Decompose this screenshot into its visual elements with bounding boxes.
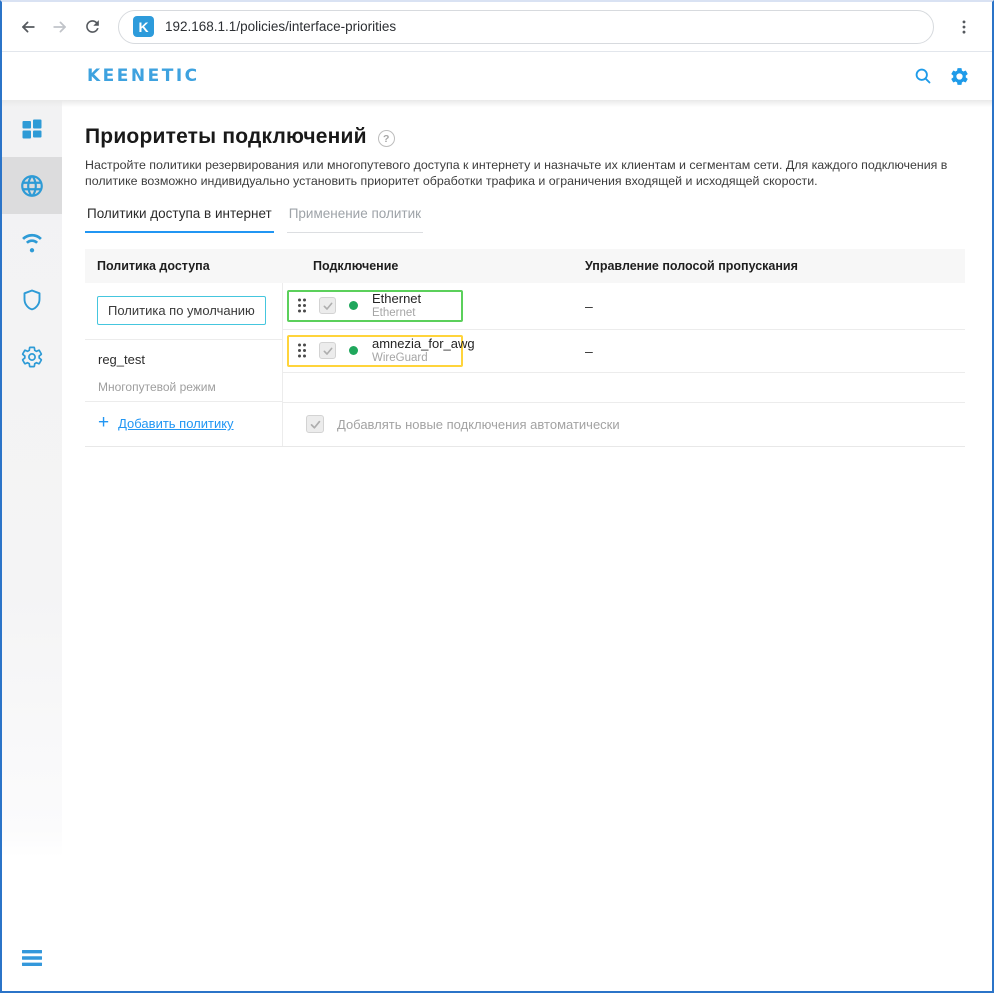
settings-button[interactable] bbox=[948, 65, 970, 87]
connection-name: amnezia_for_awg bbox=[372, 336, 475, 351]
sidebar-spacer bbox=[2, 385, 62, 929]
column-header-connection: Подключение bbox=[313, 258, 399, 273]
table-body bbox=[85, 283, 965, 447]
help-icon[interactable]: ? bbox=[378, 130, 395, 147]
connection-type: WireGuard bbox=[372, 351, 428, 364]
hamburger-menu-icon bbox=[19, 948, 45, 968]
connections-column bbox=[283, 283, 965, 446]
column-header-policy: Политика доступа bbox=[97, 258, 210, 273]
connection-checkbox[interactable] bbox=[319, 342, 336, 359]
sidebar-item-dashboard[interactable] bbox=[2, 100, 62, 157]
default-policy-name-field[interactable]: Политика по умолчанию bbox=[97, 296, 266, 325]
connection-card-ethernet[interactable] bbox=[287, 290, 463, 322]
sidebar-item-management[interactable] bbox=[2, 328, 62, 385]
main-content bbox=[62, 100, 992, 991]
drag-handle-icon[interactable] bbox=[296, 342, 308, 359]
page-title: Приоритеты подключений bbox=[85, 125, 367, 148]
browser-toolbar bbox=[2, 2, 992, 52]
connection-labels bbox=[372, 292, 421, 319]
connection-name: Ethernet bbox=[372, 291, 422, 306]
auto-add-label: Добавлять новые подключения автоматически bbox=[337, 416, 620, 432]
sidebar-nav bbox=[2, 100, 62, 991]
title-row bbox=[85, 125, 968, 149]
back-arrow-icon bbox=[18, 17, 38, 37]
forward-button[interactable] bbox=[44, 11, 76, 43]
wifi-icon bbox=[19, 230, 45, 256]
checkmark-icon bbox=[322, 300, 334, 312]
browser-menu-button[interactable] bbox=[948, 11, 980, 43]
header-actions bbox=[912, 65, 970, 87]
policy-cell-default bbox=[85, 283, 282, 340]
shield-icon bbox=[20, 288, 44, 312]
search-button[interactable] bbox=[912, 65, 934, 87]
policy-mode-label: Многопутевой режим bbox=[98, 379, 216, 394]
add-policy-label: Добавить политику bbox=[118, 416, 234, 431]
site-favicon: K bbox=[133, 16, 154, 37]
app-body bbox=[2, 100, 992, 991]
bandwidth-value: – bbox=[585, 342, 593, 359]
reload-button[interactable] bbox=[76, 11, 108, 43]
tab-access-policies[interactable]: Политики доступа в интернет bbox=[85, 206, 274, 233]
kebab-menu-icon bbox=[955, 18, 973, 36]
sidebar-item-security[interactable] bbox=[2, 271, 62, 328]
url-text: 192.168.1.1/policies/interface-priorities bbox=[165, 19, 397, 34]
tab-policy-application[interactable]: Применение политик bbox=[287, 206, 423, 233]
gear-outline-icon bbox=[20, 345, 44, 369]
plus-icon: + bbox=[98, 412, 110, 433]
connection-checkbox[interactable] bbox=[319, 297, 336, 314]
connection-status-dot bbox=[349, 346, 358, 355]
bandwidth-value: – bbox=[585, 297, 593, 314]
dashboard-icon bbox=[20, 117, 44, 141]
auto-add-row bbox=[283, 403, 965, 446]
back-button[interactable] bbox=[12, 11, 44, 43]
tab-bar bbox=[85, 206, 968, 233]
sidebar-collapse-button[interactable] bbox=[2, 929, 62, 987]
app-header bbox=[2, 52, 992, 100]
empty-connection-slot bbox=[283, 373, 965, 403]
connection-type: Ethernet bbox=[372, 306, 416, 319]
search-icon bbox=[913, 66, 933, 86]
gear-icon bbox=[949, 66, 970, 87]
sidebar-item-internet[interactable] bbox=[2, 157, 62, 214]
add-policy-button[interactable] bbox=[98, 412, 234, 433]
policies-table bbox=[85, 249, 965, 447]
forward-arrow-icon bbox=[50, 17, 70, 37]
policy-cell-regtest bbox=[85, 340, 282, 402]
checkmark-icon bbox=[309, 418, 322, 431]
connection-status-dot bbox=[349, 301, 358, 310]
keenetic-logo: KEENETIC bbox=[87, 66, 200, 86]
connection-row-ethernet bbox=[283, 283, 965, 330]
drag-handle-icon[interactable] bbox=[296, 297, 308, 314]
policy-column bbox=[85, 283, 283, 446]
checkmark-icon bbox=[322, 345, 334, 357]
connection-card-amnezia[interactable] bbox=[287, 335, 475, 367]
address-bar[interactable] bbox=[118, 10, 934, 44]
table-header-row bbox=[85, 249, 965, 283]
connection-labels bbox=[372, 337, 475, 364]
policy-name[interactable]: reg_test bbox=[98, 351, 145, 367]
page-description: Настройте политики резервирования или многопутевого доступа к интернету и назначьте их клиентам и сегментам сети. Для каждого подключения в политике возможно индивидуально установить приоритет обработки трафика и ограничения входящей и исходящей скорости. bbox=[85, 158, 948, 188]
sidebar-item-wifi[interactable] bbox=[2, 214, 62, 271]
globe-internet-icon bbox=[19, 173, 45, 199]
column-header-bandwidth: Управление полосой пропускания bbox=[585, 258, 798, 273]
connection-row-amnezia bbox=[283, 330, 965, 373]
auto-add-checkbox[interactable] bbox=[306, 415, 324, 433]
reload-icon bbox=[83, 17, 102, 36]
policy-cell-add bbox=[85, 402, 282, 446]
